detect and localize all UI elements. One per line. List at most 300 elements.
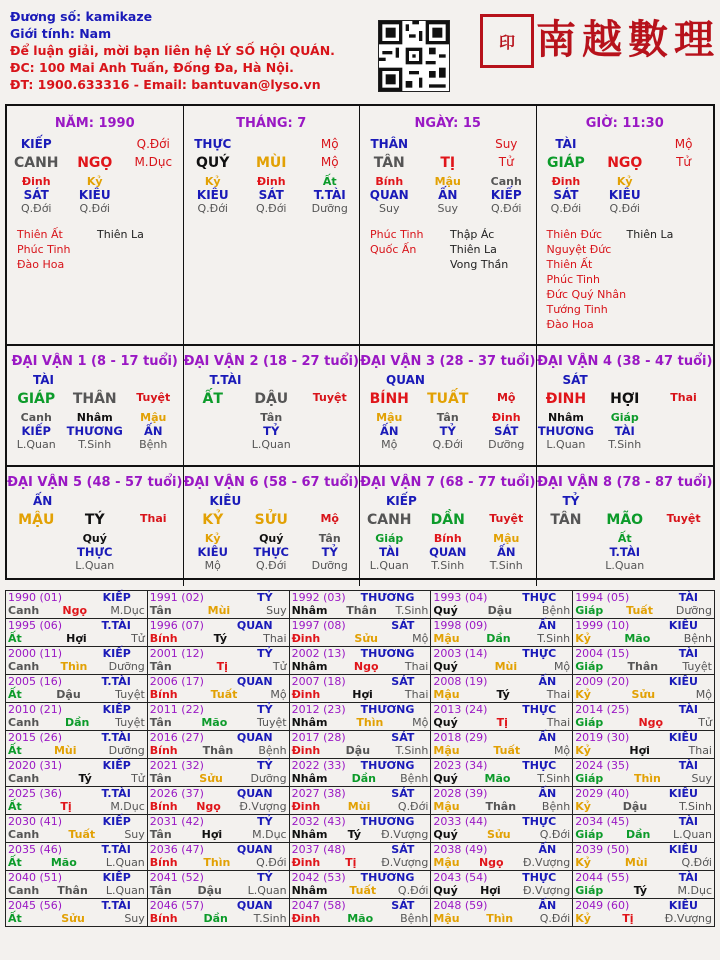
- luck-hidden-stars: [537, 424, 714, 438]
- year-life: M.Dục: [677, 884, 712, 897]
- luck-stem-branch-row: [360, 512, 536, 528]
- earthly-branch: NGỌ: [77, 155, 113, 171]
- year-cell: [573, 843, 715, 871]
- year-cell: [6, 731, 148, 759]
- year-life: Bệnh: [541, 800, 571, 813]
- year-life: Đ.Vượng: [381, 856, 429, 869]
- year-stem: Bính: [149, 800, 178, 813]
- year-branch: Tuất: [349, 884, 377, 897]
- year-cell: [6, 591, 148, 619]
- luck-stem: CANH: [366, 512, 412, 528]
- hidden-life-row: [7, 202, 183, 215]
- year-star: QUAN: [236, 731, 273, 744]
- year-star: TÀI: [678, 591, 698, 604]
- year-cell-bottom: [8, 912, 145, 926]
- year-branch: Thân: [202, 744, 234, 757]
- year-star: KIÊU: [668, 619, 698, 632]
- hidden-star: [124, 188, 183, 202]
- year-cell-bottom: [433, 660, 570, 674]
- year-cell-bottom: [8, 744, 145, 758]
- year-stem: Ất: [8, 800, 22, 813]
- year-cell-top: [433, 871, 570, 884]
- hidden-life: Q.Đới: [79, 202, 110, 215]
- logo-text: 南越數理: [536, 16, 720, 63]
- year-label: 2047 (58): [291, 899, 346, 912]
- year-cell-bottom: [575, 856, 712, 870]
- year-cell: [431, 619, 573, 647]
- year-cell-top: [433, 843, 570, 856]
- hidden-star: ẤN: [438, 188, 458, 202]
- luck-hidden-life: [184, 438, 360, 451]
- year-cell-bottom: [8, 828, 145, 842]
- year-cell-top: [575, 843, 712, 856]
- year-star: QUAN: [236, 899, 273, 912]
- year-stem: Giáp: [575, 828, 604, 841]
- year-cell-bottom: [150, 604, 287, 618]
- year-life: T.Sinh: [537, 632, 571, 645]
- year-stem: Đinh: [291, 800, 321, 813]
- year-star: T.TÀI: [101, 619, 131, 632]
- year-cell-bottom: [575, 604, 712, 618]
- year-cell-top: [292, 899, 429, 912]
- year-cell-bottom: [8, 632, 145, 646]
- year-life: Suy: [124, 828, 145, 841]
- year-label: 1995 (06): [8, 619, 63, 632]
- year-branch: Dậu: [487, 604, 513, 617]
- hidden-life: [184, 438, 243, 451]
- year-cell: [573, 787, 715, 815]
- year-cell: [431, 675, 573, 703]
- year-branch: Sửu: [486, 828, 511, 841]
- year-life: Đ.Vượng: [664, 912, 712, 925]
- contact-line: Để luận giải, mời bạn liên hệ LÝ SỐ HỘI QUÁN.: [10, 43, 335, 58]
- luck-branch: DẬU: [254, 391, 289, 407]
- pillar-0: [7, 106, 184, 344]
- luck-period-title: ĐẠI VẬN 1 (8 - 17 tuổi): [11, 354, 178, 369]
- year-row: [6, 591, 715, 619]
- heavenly-stem: CANH: [13, 155, 59, 171]
- year-cell-bottom: [433, 800, 570, 814]
- spirit-star: Phúc Tinh: [546, 273, 601, 286]
- year-cell-top: [433, 619, 570, 632]
- hidden-stem: Mậu: [434, 175, 461, 188]
- year-cell: [289, 787, 431, 815]
- year-star: KIẾP: [102, 703, 131, 716]
- year-label: 2041 (52): [149, 871, 204, 884]
- year-stem: Giáp: [575, 884, 604, 897]
- hidden-life: [301, 438, 360, 451]
- year-cell-top: [292, 759, 429, 772]
- year-stem: Mậu: [433, 912, 460, 925]
- hidden-life: Mộ: [381, 438, 398, 451]
- year-cell: [147, 675, 289, 703]
- year-cell-top: [8, 591, 145, 604]
- year-cell: [573, 647, 715, 675]
- year-star: KIẾP: [102, 647, 131, 660]
- year-branch: Hợi: [629, 744, 650, 757]
- year-row: [6, 731, 715, 759]
- year-cell-bottom: [292, 604, 429, 618]
- year-cell: [147, 759, 289, 787]
- spirit-stars-left: [547, 227, 627, 332]
- year-cell-top: [292, 731, 429, 744]
- year-cell: [6, 843, 148, 871]
- hidden-life: Mộ: [204, 559, 221, 572]
- hidden-stars-row: [184, 188, 360, 202]
- pillar-stem-branch-row: [537, 155, 714, 171]
- year-branch: Thìn: [203, 856, 231, 869]
- year-cell: [6, 759, 148, 787]
- year-label: 2046 (57): [149, 899, 204, 912]
- year-branch: Tý: [78, 772, 92, 785]
- year-life: L.Quan: [247, 884, 287, 897]
- hidden-life: L.Quan: [546, 438, 586, 451]
- luck-stem: GIÁP: [17, 391, 56, 407]
- hidden-stem: Ất: [617, 532, 632, 545]
- year-branch: Mão: [201, 716, 228, 729]
- year-life: Tuyệt: [256, 716, 287, 729]
- spirit-star: Vong Thần: [450, 258, 509, 271]
- hidden-stem: Nhâm: [547, 411, 584, 424]
- pillar-stem-star-row: [537, 137, 714, 151]
- year-cell-top: [150, 731, 287, 744]
- year-branch: Dần: [486, 632, 511, 645]
- hidden-stem: Tân: [260, 411, 283, 424]
- pillar-title: NĂM: 1990: [54, 116, 135, 131]
- luck-hidden-stars: [7, 424, 183, 438]
- year-cell-bottom: [150, 744, 287, 758]
- year-stem: Kỷ: [575, 744, 591, 757]
- spirit-star: Phúc Tinh: [17, 243, 71, 256]
- year-cell-top: [433, 731, 570, 744]
- year-cell-top: [575, 731, 712, 744]
- year-stem: Mậu: [433, 744, 460, 757]
- year-cell: [431, 871, 573, 899]
- year-stem: Đinh: [291, 632, 321, 645]
- year-star: KIẾP: [102, 871, 131, 884]
- year-cell-bottom: [8, 604, 145, 618]
- year-label: 2012 (23): [291, 703, 346, 716]
- year-label: 1992 (03): [291, 591, 346, 604]
- hidden-star: TỶ: [439, 424, 456, 438]
- year-label: 2032 (43): [291, 815, 346, 828]
- hidden-life: Q.Đới: [550, 202, 582, 215]
- spirit-star: Quốc Ấn: [370, 243, 417, 256]
- year-branch: Dậu: [345, 744, 371, 757]
- luck-stem-branch-row: [537, 391, 714, 407]
- luck-period-3: [360, 346, 537, 465]
- year-branch: Tuất: [68, 828, 96, 841]
- spirit-stars-right: [97, 227, 144, 272]
- year-label: 2018 (29): [433, 731, 488, 744]
- year-branch: Thìn: [60, 660, 88, 673]
- year-cell: [147, 899, 289, 927]
- year-branch: Dần: [64, 716, 90, 729]
- year-life: Dưỡng: [108, 744, 145, 757]
- year-cell-bottom: [8, 660, 145, 674]
- year-cell: [573, 759, 715, 787]
- hidden-star: [7, 545, 66, 559]
- year-branch: Tị: [622, 912, 634, 925]
- year-cell-top: [8, 787, 145, 800]
- year-cell-top: [150, 843, 287, 856]
- hidden-life: Q.Đới: [197, 202, 228, 215]
- year-cell: [6, 619, 148, 647]
- year-branch: Dần: [203, 912, 228, 925]
- earthly-branch: TỊ: [440, 155, 456, 171]
- hidden-star: THƯƠNG: [66, 424, 123, 438]
- year-cell: [289, 871, 431, 899]
- luck-period-1: [7, 346, 184, 465]
- year-cell-bottom: [433, 604, 570, 618]
- year-cell-top: [433, 703, 570, 716]
- year-life: T.Sinh: [395, 604, 429, 617]
- year-row: [6, 619, 715, 647]
- year-cell-bottom: [433, 912, 570, 926]
- year-label: 2021 (32): [149, 759, 204, 772]
- year-life: Q.Đới: [539, 912, 571, 925]
- year-row: [6, 675, 715, 703]
- branch-life-stage: Mộ: [320, 155, 339, 169]
- luck-period-6: [184, 467, 361, 586]
- year-cell-top: [433, 591, 570, 604]
- luck-stem-branch-row: [537, 512, 714, 528]
- year-star: T.TÀI: [101, 899, 131, 912]
- luck-stem: TÂN: [550, 512, 582, 528]
- hidden-stem: Đinh: [21, 175, 51, 188]
- year-label: 2008 (19): [433, 675, 488, 688]
- year-star: SÁT: [391, 675, 415, 688]
- spirit-star: Đào Hoa: [546, 318, 594, 331]
- hidden-star: TỶ: [263, 424, 280, 438]
- year-life: Tử: [698, 716, 712, 729]
- hidden-life: T.Sinh: [431, 559, 465, 572]
- year-cell-top: [150, 619, 287, 632]
- year-star: THỰC: [522, 591, 557, 604]
- hidden-star: KIẾP: [490, 188, 522, 202]
- year-cell-top: [575, 759, 712, 772]
- year-cell: [289, 843, 431, 871]
- year-cell-top: [150, 591, 287, 604]
- year-cell-top: [8, 647, 145, 660]
- hidden-star: SÁT: [23, 188, 49, 202]
- year-label: 2001 (12): [149, 647, 204, 660]
- year-cell-top: [8, 675, 145, 688]
- year-cell: [431, 647, 573, 675]
- year-stem: Canh: [8, 716, 40, 729]
- year-cell-top: [433, 787, 570, 800]
- year-label: 1997 (08): [291, 619, 346, 632]
- year-life: Bệnh: [258, 744, 287, 757]
- year-cell-bottom: [575, 912, 712, 926]
- luck-stem: BÍNH: [369, 391, 409, 407]
- hidden-stem: Nhâm: [76, 411, 113, 424]
- year-branch: Thân: [627, 660, 659, 673]
- stem-star: THỰC: [194, 137, 232, 151]
- year-life: Thai: [404, 688, 429, 701]
- year-label: 2014 (25): [575, 703, 630, 716]
- hidden-star: KIÊU: [196, 188, 229, 202]
- year-stem: Bính: [149, 912, 178, 925]
- year-star: ẤN: [538, 731, 557, 744]
- year-star: THỰC: [522, 703, 557, 716]
- year-cell-top: [8, 815, 145, 828]
- year-life: Q.Đới: [539, 828, 571, 841]
- year-cell: [431, 759, 573, 787]
- year-star: TỶ: [257, 647, 273, 660]
- hidden-star: KIÊU: [197, 545, 228, 559]
- year-life: Thai: [263, 632, 287, 645]
- year-label: 2037 (48): [291, 843, 346, 856]
- luck-hidden-life: [360, 559, 536, 572]
- year-life: Mộ: [412, 716, 429, 729]
- gender-label: Giới tính:: [10, 26, 75, 41]
- stem-star: KIẾP: [20, 137, 52, 151]
- year-cell-top: [8, 871, 145, 884]
- year-cell-bottom: [433, 884, 570, 898]
- year-star: SÁT: [391, 899, 415, 912]
- hidden-life: Suy: [437, 202, 458, 215]
- spacer: [419, 137, 478, 151]
- year-cell-top: [150, 647, 287, 660]
- hidden-stem: [654, 175, 713, 188]
- year-life: Tuyệt: [682, 660, 712, 673]
- year-life: Dưỡng: [250, 772, 287, 785]
- luck-periods-row-2: [7, 467, 713, 586]
- hidden-stem: Mậu: [493, 532, 520, 545]
- year-label: 2015 (26): [8, 731, 63, 744]
- year-label: 2027 (38): [291, 787, 346, 800]
- year-cell-bottom: [292, 716, 429, 730]
- year-cell-bottom: [433, 828, 570, 842]
- year-cell-bottom: [575, 632, 712, 646]
- year-label: 1998 (09): [433, 619, 488, 632]
- year-star: KIÊU: [668, 787, 698, 800]
- pillar-life-stage: Q.Đới: [136, 137, 170, 151]
- hidden-stem: Canh: [490, 175, 522, 188]
- luck-period-8: [537, 467, 714, 586]
- year-stem: Kỷ: [575, 856, 591, 869]
- pillar-title: THÁNG: 7: [236, 116, 307, 131]
- year-stem: Tân: [149, 828, 172, 841]
- year-stem: Kỷ: [575, 800, 591, 813]
- hidden-life: Bệnh: [139, 438, 168, 451]
- hidden-stem: [124, 175, 183, 188]
- year-branch: Hợi: [480, 884, 501, 897]
- luck-hidden-stars: [360, 424, 536, 438]
- hidden-star: [537, 545, 596, 559]
- luck-period-title: ĐẠI VẬN 7 (68 - 77 tuổi): [360, 475, 536, 490]
- year-life: Thai: [546, 716, 571, 729]
- year-cell-top: [292, 647, 429, 660]
- luck-hidden-row: [537, 532, 714, 545]
- year-label: 2013 (24): [433, 703, 488, 716]
- year-cell-top: [150, 787, 287, 800]
- year-row: [6, 787, 715, 815]
- year-label: 2035 (46): [8, 843, 63, 856]
- year-row: [6, 871, 715, 899]
- year-stem: Quý: [433, 660, 458, 673]
- year-life: T.Sinh: [253, 912, 287, 925]
- year-life: M.Dục: [110, 604, 145, 617]
- year-life: Bệnh: [541, 604, 571, 617]
- luck-hidden-stars: [360, 545, 536, 559]
- year-cell-top: [292, 703, 429, 716]
- hidden-stem: Ất: [322, 175, 337, 188]
- hidden-stems-row: [360, 175, 536, 188]
- year-stem: Ất: [8, 856, 22, 869]
- spacer: [66, 137, 125, 151]
- year-branch: Thân: [485, 800, 517, 813]
- hidden-stem: Đinh: [256, 175, 286, 188]
- year-branch: Mão: [484, 772, 511, 785]
- luck-life: Mộ: [320, 512, 339, 525]
- year-branch: Mùi: [624, 856, 648, 869]
- year-cell-bottom: [292, 660, 429, 674]
- luck-star: KIẾP: [386, 494, 417, 508]
- hidden-stems-row: [7, 175, 183, 188]
- year-cell: [289, 619, 431, 647]
- hidden-star: KIÊU: [78, 188, 111, 202]
- chart-grid: [5, 104, 715, 580]
- year-branch: Mùi: [494, 660, 518, 673]
- year-cell: [289, 731, 431, 759]
- year-life: M.Dục: [110, 800, 145, 813]
- year-branch: Sửu: [61, 912, 85, 925]
- year-cell-top: [433, 647, 570, 660]
- year-cell-bottom: [575, 772, 712, 786]
- luck-branch: MÃO: [606, 512, 644, 528]
- year-label: 2034 (45): [575, 815, 630, 828]
- hidden-life: [654, 438, 713, 451]
- spacer: [595, 137, 654, 151]
- year-star: THƯƠNG: [360, 703, 415, 716]
- year-stem: Bính: [149, 688, 178, 701]
- year-star: SÁT: [391, 787, 415, 800]
- year-label: 2048 (59): [433, 899, 488, 912]
- year-cell-top: [150, 815, 287, 828]
- year-row: [6, 647, 715, 675]
- year-label: 2045 (56): [8, 899, 63, 912]
- luck-period-5: [7, 467, 184, 586]
- year-life: Bệnh: [683, 632, 712, 645]
- luck-life: Mộ: [496, 391, 516, 404]
- hidden-star: [184, 424, 243, 438]
- luck-star: TỶ: [562, 494, 580, 508]
- year-star: SÁT: [391, 731, 415, 744]
- year-star: ẤN: [538, 675, 557, 688]
- year-branch: Tị: [216, 660, 228, 673]
- year-cell: [6, 871, 148, 899]
- year-cell: [431, 899, 573, 927]
- luck-star: ẤN: [33, 494, 53, 508]
- year-cell: [573, 591, 715, 619]
- year-cell: [573, 731, 715, 759]
- year-star: THƯƠNG: [360, 871, 415, 884]
- luck-hidden-row: [184, 411, 360, 424]
- year-cell-bottom: [292, 632, 429, 646]
- year-life: Thai: [404, 660, 429, 673]
- year-cell-bottom: [8, 884, 145, 898]
- year-cell-top: [150, 759, 287, 772]
- year-star: KIẾP: [102, 759, 131, 772]
- year-stem: Ất: [8, 632, 22, 645]
- hidden-life: Q.Đới: [21, 202, 52, 215]
- year-cell-bottom: [433, 772, 570, 786]
- year-life: Dưỡng: [108, 660, 145, 673]
- heavenly-stem: TÂN: [373, 155, 405, 171]
- year-cell-top: [433, 759, 570, 772]
